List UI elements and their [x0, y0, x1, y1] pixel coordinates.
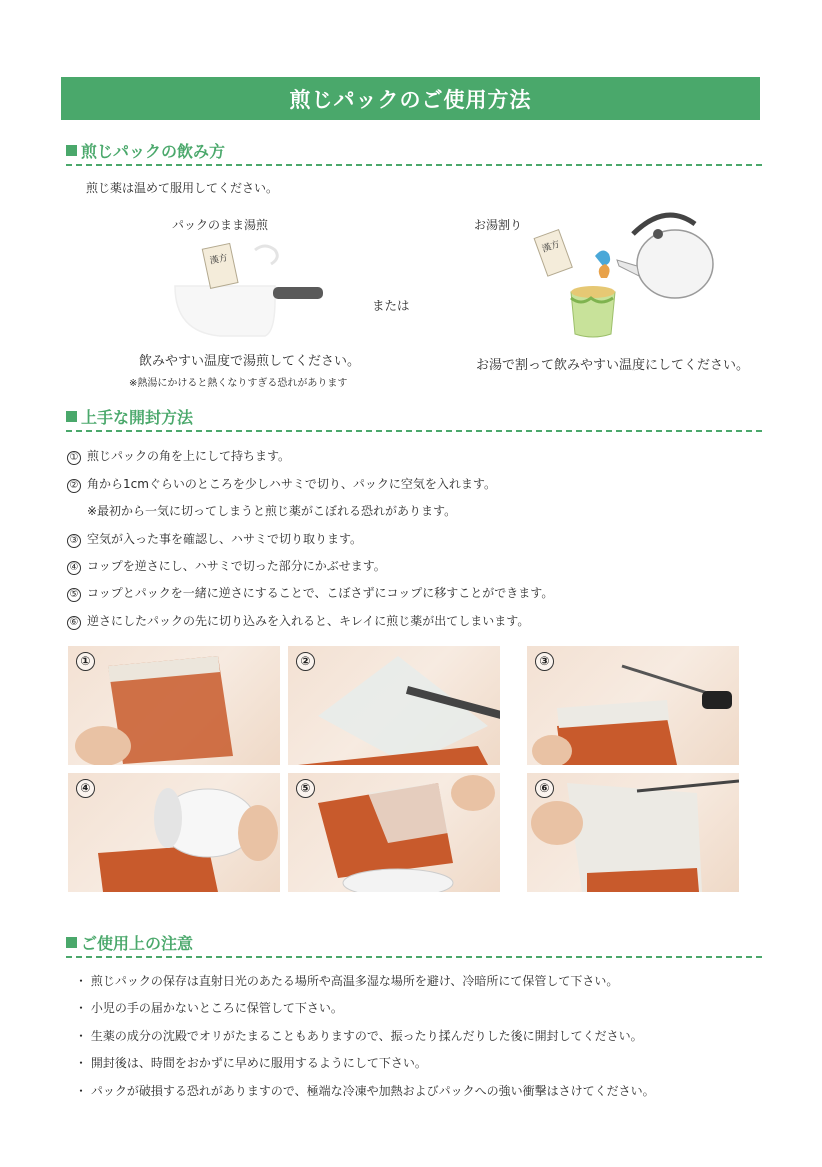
- list-item: [67, 475, 496, 493]
- step-text: 空気が入った事を確認し、ハサミで切り取ります。: [87, 532, 363, 546]
- step-text: コップとパックを一緒に逆さにすることで、こぼさずにコップに移すことができます。: [87, 586, 554, 600]
- section-heading-text: 煎じパックの飲み方: [81, 141, 226, 161]
- list-item: ・ パックが破損する恐れがありますので、極端な冷凍や加熱およびパックへの強い衝撃はさけてください。: [75, 1084, 655, 1098]
- square-bullet-icon: [66, 145, 77, 156]
- section-heading-text: ご使用上の注意: [81, 933, 194, 953]
- step-photo-6: [527, 773, 739, 892]
- photo-number-badge: ⑤: [296, 779, 315, 798]
- method1-caption: 飲みやすい温度で湯煎してください。: [139, 354, 361, 369]
- list-item: [87, 502, 456, 519]
- pack-label-1: 漢方: [209, 253, 229, 267]
- list-item: [67, 530, 362, 548]
- step-number: ⑤: [67, 588, 81, 602]
- step-text: 角から1cmぐらいのところを少しハサミで切り、パックに空気を入れます。: [87, 477, 496, 491]
- list-item: [67, 447, 290, 465]
- list-item: [67, 612, 529, 630]
- photo-number-badge: ⑥: [535, 779, 554, 798]
- step-text: 煎じパックの角を上にして持ちます。: [87, 449, 291, 463]
- photo-number-badge: ③: [535, 652, 554, 671]
- photo-number-badge: ②: [296, 652, 315, 671]
- step-photo-1: [68, 646, 280, 765]
- step-number: ④: [67, 561, 81, 575]
- pack-label-2: 漢方: [540, 239, 562, 255]
- section-heading-text: 上手な開封方法: [81, 407, 194, 427]
- page-title: 煎じパックのご使用方法: [61, 77, 760, 120]
- photo-number-badge: ①: [76, 652, 95, 671]
- list-item: [67, 584, 553, 602]
- method1-note: ※熱湯にかけると熱くなりすぎる恐れがあります: [129, 378, 348, 389]
- method1-label: パックのまま湯煎: [172, 218, 269, 232]
- square-bullet-icon: [66, 411, 77, 422]
- step-number: ⑥: [67, 616, 81, 630]
- square-bullet-icon: [66, 937, 77, 948]
- kettle-illustration: [525, 194, 725, 348]
- section-heading-drink: [66, 136, 762, 166]
- list-item: ・ 小児の手の届かないところに保管して下さい。: [75, 1001, 343, 1015]
- section-heading-caution: [66, 928, 762, 958]
- method2-caption: お湯で割って飲みやすい温度にしてください。: [476, 358, 750, 373]
- step-number: ③: [67, 534, 81, 548]
- list-item: [67, 557, 386, 575]
- section-heading-open: [66, 402, 762, 432]
- step-number: ②: [67, 479, 81, 493]
- list-item: ・ 煎じパックの保存は直射日光のあたる場所や高温多湿な場所を避け、冷暗所にて保管して下さい。: [75, 974, 619, 988]
- pan-illustration: [165, 240, 335, 344]
- step-number: ①: [67, 451, 81, 465]
- or-label: または: [372, 298, 410, 313]
- step-photo-4: [68, 773, 280, 892]
- step-text: コップを逆さにし、ハサミで切った部分にかぶせます。: [87, 559, 386, 573]
- list-item: ・ 生薬の成分の沈殿でオリがたまることもありますので、振ったり揉んだりした後に開封してください。: [75, 1029, 643, 1043]
- step-photo-2: [288, 646, 500, 765]
- step-photo-5: [288, 773, 500, 892]
- list-item: ・ 開封後は、時間をおかずに早めに服用するようにして下さい。: [75, 1056, 427, 1070]
- step-text: 逆さにしたパックの先に切り込みを入れると、キレイに煎じ薬が出てしまいます。: [87, 614, 530, 628]
- intro-text: 煎じ薬は温めて服用してください。: [86, 181, 279, 195]
- step-text: ※最初から一気に切ってしまうと煎じ薬がこぼれる恐れがあります。: [87, 504, 457, 518]
- method2-label: お湯割り: [474, 218, 523, 232]
- step-photo-3: [527, 646, 739, 765]
- photo-number-badge: ④: [76, 779, 95, 798]
